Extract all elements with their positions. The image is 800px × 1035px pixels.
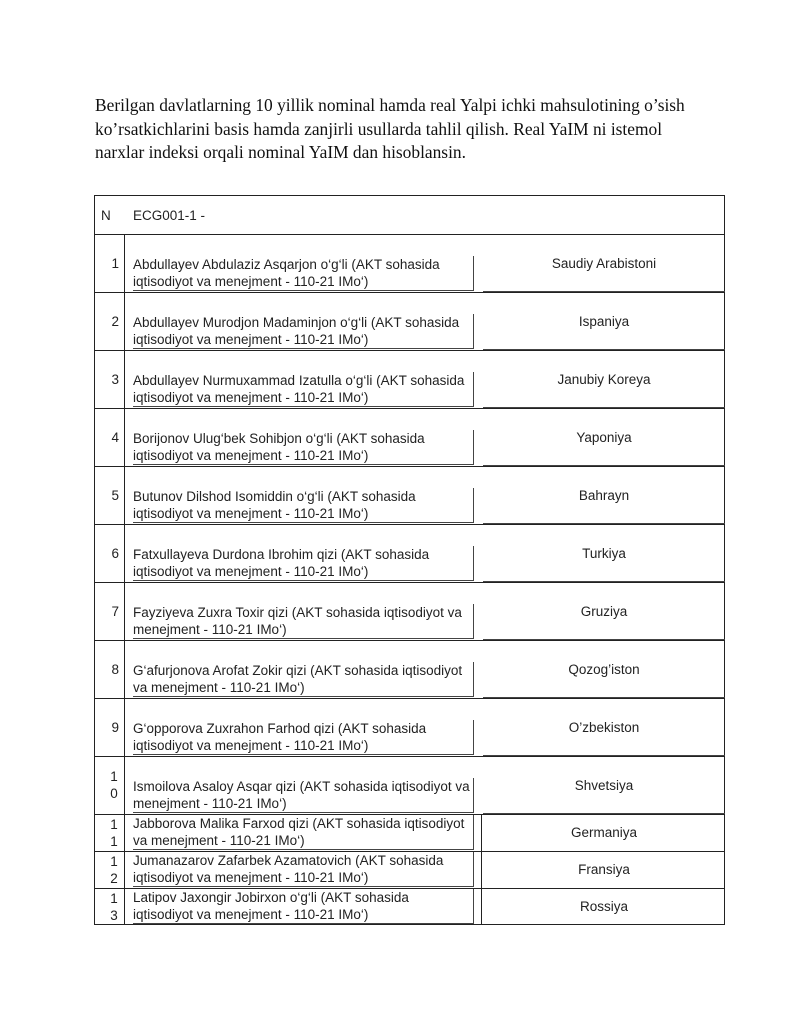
student-name: Abdullayev Abdulaziz Asqarjon o‘g‘li (AKT sohasida iqtisodiyot va menejment - 110-21 IMo‘)	[133, 256, 474, 291]
country-name: Shvetsiya	[574, 778, 634, 793]
row-number-cell	[95, 293, 125, 350]
table-row	[94, 756, 725, 814]
row-number-cell	[95, 583, 125, 640]
row-number-cell	[95, 525, 125, 582]
table-row	[94, 350, 725, 408]
country-name: Germaniya	[570, 825, 638, 840]
table-row	[94, 888, 725, 925]
row-number-cell	[95, 699, 125, 756]
country-name: Janubiy Koreya	[557, 372, 651, 387]
student-name: Fatxullayeva Durdona Ibrohim qizi (AKT sohasida iqtisodiyot va menejment - 110-21 IMo‘)	[133, 546, 474, 581]
row-number: 1 2	[110, 854, 118, 886]
student-name: Ismoilova Asaloy Asqar qizi (AKT sohasida iqtisodiyot va menejment - 110-21 IMo‘)	[133, 778, 474, 813]
country-name: Saudiy Arabistoni	[551, 256, 657, 271]
table-row	[94, 524, 725, 582]
student-name: Borijonov Ulug‘bek Sohibjon o‘g‘li (AKT sohasida iqtisodiyot va menejment - 110-21 IMo‘)	[133, 430, 474, 465]
country-name: Bahrayn	[578, 488, 630, 503]
row-number-cell	[95, 852, 125, 888]
table-row	[94, 234, 725, 292]
row-number-cell	[95, 235, 125, 292]
row-number-cell	[95, 641, 125, 698]
row-number: 1 0	[110, 769, 118, 801]
student-name: Fayziyeva Zuxra Toxir qizi (AKT sohasida iqtisodiyot va menejment - 110-21 IMo‘)	[133, 604, 474, 639]
country-name: Qozog’iston	[568, 662, 640, 677]
country-name: Gruziya	[580, 604, 628, 619]
student-name: Abdullayev Murodjon Madaminjon o‘g‘li (AKT sohasida iqtisodiyot va menejment - 110-21 IMo‘)	[133, 314, 474, 349]
header-course-code: ECG001-1 -	[133, 208, 206, 223]
student-name: Jabborova Malika Farxod qizi (AKT sohasida iqtisodiyot va menejment - 110-21 IMo‘)	[133, 815, 474, 850]
student-name: Abdullayev Nurmuxammad Izatulla o‘g‘li (AKT sohasida iqtisodiyot va menejment - 110-21 IMo‘)	[133, 372, 474, 407]
table-row	[94, 640, 725, 698]
table-row	[94, 408, 725, 466]
row-number: 1	[111, 256, 119, 271]
row-number-cell	[95, 757, 125, 814]
student-name: Latipov Jaxongir Jobirxon o‘g‘li (AKT sohasida iqtisodiyot va menejment - 110-21 IMo‘)	[133, 889, 474, 924]
row-number: 9	[111, 720, 119, 735]
country-name: Rossiya	[579, 899, 628, 914]
row-number: 4	[111, 430, 119, 445]
student-country-table	[94, 195, 725, 925]
row-number-cell	[95, 889, 125, 924]
student-name: Jumanazarov Zafarbek Azamatovich (AKT sohasida iqtisodiyot va menejment - 110-21 IMo‘)	[133, 852, 474, 887]
task-description: Berilgan davlatlarning 10 yillik nominal hamda real Yalpi ichki mahsulotining o’sish ko’rsatkichlarini basis hamda zanjirli usullarda tahlil qilish. Real YaIM ni istemol narxlar indeksi orqali nominal YaIM dan hisoblansin.	[95, 95, 685, 162]
row-number-cell	[95, 351, 125, 408]
table-header-row	[94, 195, 725, 234]
table-row	[94, 582, 725, 640]
row-number: 1 3	[110, 891, 118, 923]
row-number: 3	[111, 372, 119, 387]
header-number: N	[101, 208, 111, 223]
country-name: Yaponiya	[576, 430, 632, 445]
row-number: 1 1	[110, 817, 118, 849]
table-row	[94, 466, 725, 524]
row-number-cell	[95, 815, 125, 851]
row-number: 2	[111, 314, 119, 329]
table-row	[94, 851, 725, 888]
table-row	[94, 292, 725, 350]
student-name: G‘opporova Zuxrahon Farhod qizi (AKT sohasida iqtisodiyot va menejment - 110-21 IMo‘)	[133, 720, 474, 755]
country-name: Turkiya	[582, 546, 626, 561]
row-number: 7	[111, 604, 119, 619]
table-row	[94, 814, 725, 851]
country-name: Fransiya	[578, 862, 630, 877]
row-number: 6	[111, 546, 119, 561]
student-name: Butunov Dilshod Isomiddin o‘g‘li (AKT sohasida iqtisodiyot va menejment - 110-21 IMo‘)	[133, 488, 474, 523]
row-number: 8	[111, 662, 119, 677]
table-row	[94, 698, 725, 756]
row-number: 5	[111, 488, 119, 503]
country-name: O’zbekiston	[568, 720, 640, 735]
student-name: G‘afurjonova Arofat Zokir qizi (AKT sohasida iqtisodiyot va menejment - 110-21 IMo‘)	[133, 662, 474, 697]
row-number-cell	[95, 467, 125, 524]
row-number-cell	[95, 409, 125, 466]
country-name: Ispaniya	[578, 314, 630, 329]
